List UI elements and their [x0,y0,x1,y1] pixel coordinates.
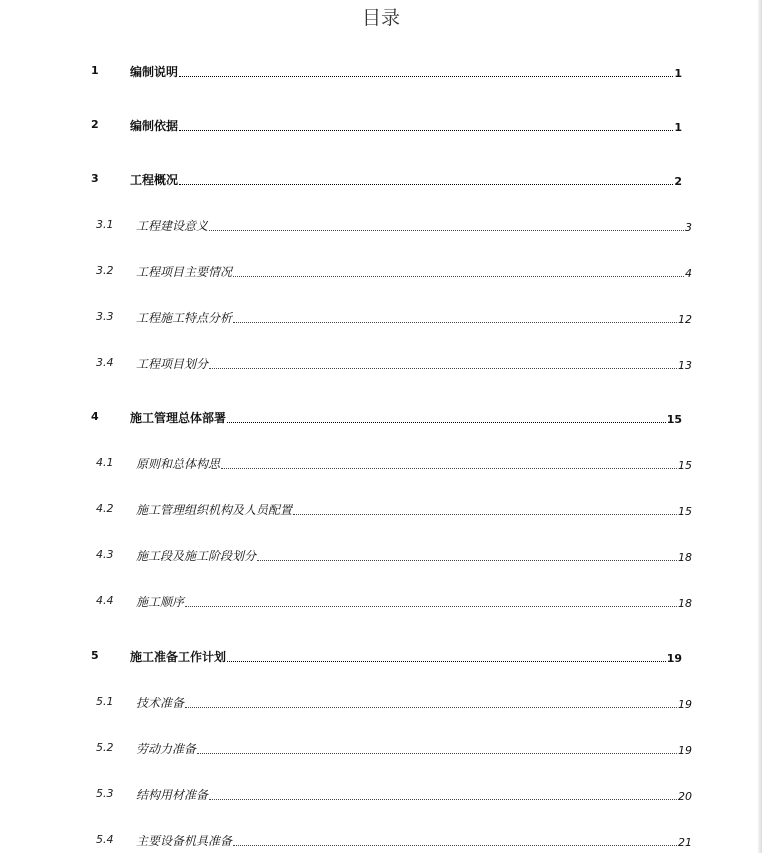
toc-entry[interactable] [0,172,762,192]
toc-entry-page: 21 [678,836,692,849]
toc-entry-label: 施工段及施工阶段划分 [136,549,257,563]
toc-entry-label: 施工顺序 [136,595,185,609]
toc-entry[interactable] [0,787,762,807]
toc-entry[interactable] [0,548,762,568]
toc-entry[interactable] [0,594,762,614]
toc-entry-number: 1 [91,64,99,77]
toc-entry-page: 20 [678,790,692,803]
toc-entry-page: 12 [678,313,692,326]
dot-leader [209,367,677,369]
toc-entry-label: 编制依据 [130,119,179,133]
toc-entry-page: 1 [674,67,682,80]
toc-entry-page: 4 [685,267,692,280]
toc-entry[interactable] [0,741,762,761]
toc-entry-number: 5.2 [96,741,114,754]
dot-leader [233,844,677,846]
toc-entry-page: 19 [678,744,692,757]
dot-leader [179,75,673,77]
toc-entry-page: 18 [678,551,692,564]
dot-leader [257,559,677,561]
toc-entry-label: 工程项目主要情况 [136,265,233,279]
dot-leader [233,275,684,277]
toc-entry-number: 3.1 [96,218,114,231]
toc-entry[interactable] [0,64,762,84]
toc-entry-number: 4 [91,410,99,423]
toc-entry-page: 3 [685,221,692,234]
toc-entry-number: 5.3 [96,787,114,800]
toc-title: 目录 [361,7,400,29]
toc-entry-number: 2 [91,118,99,131]
toc-entry-label: 工程概况 [130,173,179,187]
toc-entry[interactable] [0,264,762,284]
dot-leader [179,129,673,131]
toc-entry-label: 编制说明 [130,65,179,79]
toc-entry-label: 工程施工特点分析 [136,311,233,325]
toc-entry-page: 13 [678,359,692,372]
toc-entry-label: 技术准备 [136,696,185,710]
toc-entry-page: 15 [678,505,692,518]
dot-leader [293,513,677,515]
toc-entry-number: 4.2 [96,502,114,515]
toc-entry[interactable] [0,410,762,430]
dot-leader [185,605,677,607]
toc-entry-label: 施工管理总体部署 [130,411,227,425]
toc-entry-label: 工程建设意义 [136,219,209,233]
toc-entry[interactable] [0,218,762,238]
toc-entry-number: 3.3 [96,310,114,323]
toc-entry-label: 施工准备工作计划 [130,650,227,664]
toc-entry-page: 15 [666,413,682,426]
toc-entry-number: 5 [91,649,99,662]
dot-leader [233,321,677,323]
toc-entry[interactable] [0,310,762,330]
toc-entry-page: 15 [678,459,692,472]
toc-entry-label: 施工管理组织机构及人员配置 [136,503,293,517]
toc-entry-label: 结构用材准备 [136,788,209,802]
toc-entry[interactable] [0,833,762,853]
dot-leader [209,229,684,231]
toc-entry-number: 5.4 [96,833,114,846]
toc-entry-number: 3.2 [96,264,114,277]
toc-entry-label: 原则和总体构思 [136,457,221,471]
dot-leader [227,660,666,662]
toc-entry-number: 4.4 [96,594,114,607]
toc-entry-page: 18 [678,597,692,610]
dot-leader [197,752,677,754]
toc-entry-number: 3 [91,172,99,185]
toc-entry-label: 工程项目划分 [136,357,209,371]
toc-entry[interactable] [0,356,762,376]
toc-entry-page: 19 [678,698,692,711]
dot-leader [179,183,673,185]
toc-entry[interactable] [0,695,762,715]
toc-entry-label: 劳动力准备 [136,742,197,756]
toc-entry-number: 4.1 [96,456,114,469]
toc-entry-page: 2 [674,175,682,188]
toc-entry-number: 5.1 [96,695,114,708]
toc-entry[interactable] [0,649,762,669]
toc-entry[interactable] [0,118,762,138]
dot-leader [221,467,677,469]
toc-entry[interactable] [0,502,762,522]
dot-leader [185,706,677,708]
toc-entry-number: 3.4 [96,356,114,369]
toc-entry-number: 4.3 [96,548,114,561]
dot-leader [209,798,677,800]
dot-leader [227,421,666,423]
toc-entry[interactable] [0,456,762,476]
toc-entry-label: 主要设备机具准备 [136,834,233,848]
toc-entry-page: 1 [674,121,682,134]
toc-entry-page: 19 [666,652,682,665]
